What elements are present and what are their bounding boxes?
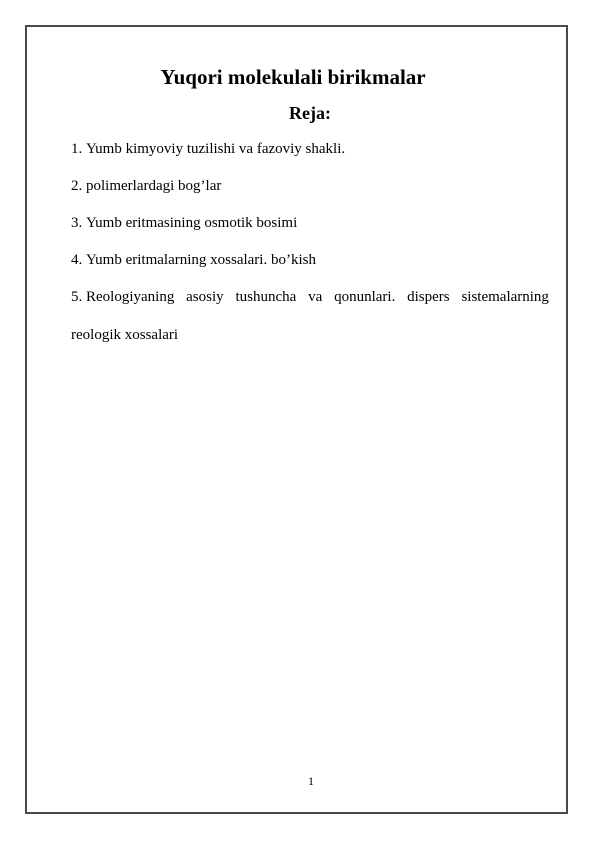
plan-item-word: qonunlari. (334, 289, 396, 305)
page-title: Yuqori molekulali birikmalar (160, 65, 426, 89)
plan-item-word: sistemalarning (461, 289, 549, 305)
plan-item-word: asosiy (186, 289, 224, 305)
plan-item-word: va (308, 289, 323, 305)
plan-item-number: 5. (71, 289, 83, 305)
plan-item-2 (71, 176, 221, 196)
plan-item-word: tushuncha (235, 289, 297, 305)
plan-item-word: Reologiyaning (86, 289, 175, 305)
plan-item-4 (71, 250, 316, 270)
plan-item-3 (71, 213, 297, 233)
plan-item-word: dispers (407, 289, 450, 305)
plan-item-number: 1. (71, 141, 83, 157)
page-subtitle: Reja: (289, 103, 331, 123)
plan-item-first-word (71, 287, 174, 307)
plan-item-text: Yumb eritmasining osmotik bosimi (86, 215, 298, 231)
plan-item-text: polimerlardagi bog’lar (86, 178, 222, 194)
plan-item-text: Yumb eritmalarning xossalari. bo’kish (86, 252, 316, 268)
plan-item-1 (71, 139, 345, 159)
plan-item-number: 2. (71, 178, 83, 194)
plan-item-number: 4. (71, 252, 83, 268)
plan-item-number: 3. (71, 215, 83, 231)
page-number: 1 (308, 774, 314, 788)
plan-item-5-continuation: reologik xossalari (71, 327, 179, 343)
plan-item-text: Yumb kimyoviy tuzilishi va fazoviy shakli. (86, 141, 346, 157)
plan-item-5 (71, 287, 549, 307)
